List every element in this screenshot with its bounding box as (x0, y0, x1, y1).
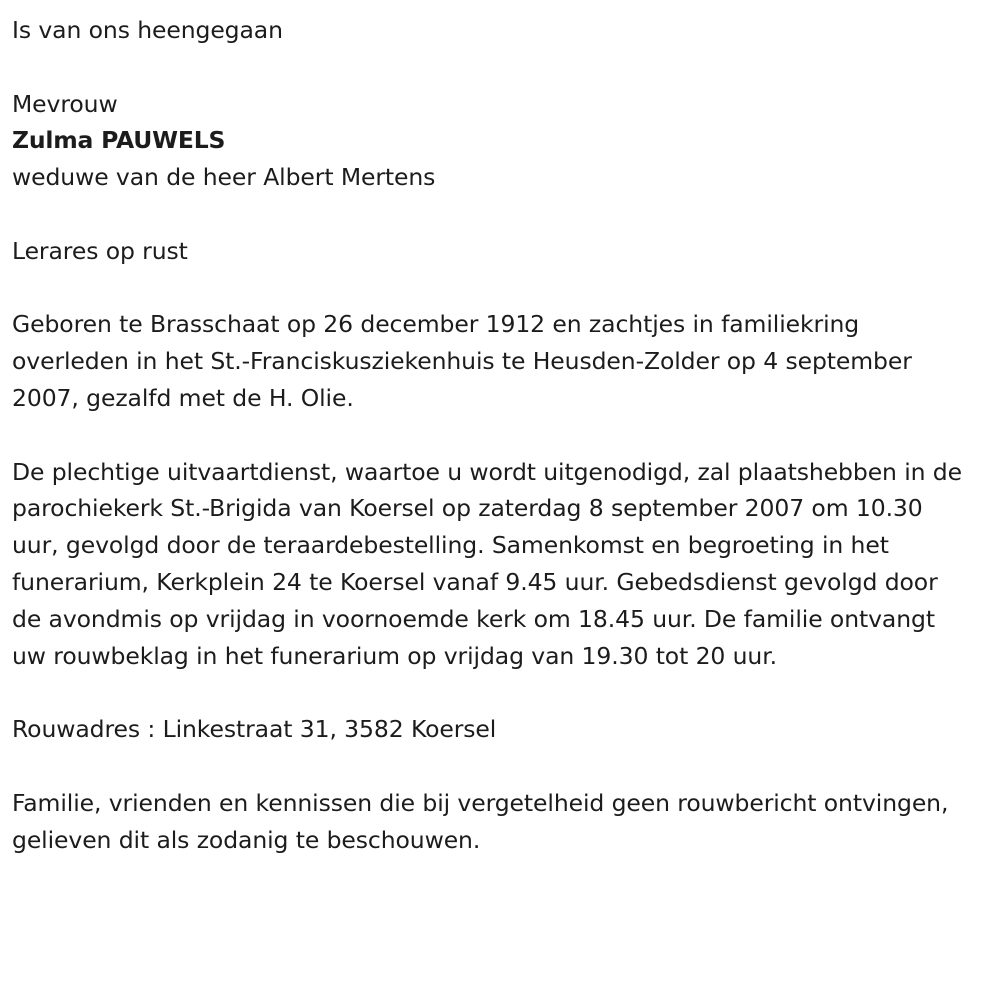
mourning-address-line: Rouwadres : Linkestraat 31, 3582 Koersel (12, 715, 497, 744)
opening-line-block (12, 12, 970, 49)
closing-paragraph: Familie, vrienden en kennissen die bij vergetelheid geen rouwbericht ontvingen, gelieven dit als zodanig te beschouwen. (12, 788, 949, 854)
opening-line: Is van ons heengegaan (12, 16, 283, 44)
occupation-block (12, 233, 970, 270)
birth-death-paragraph: Geboren te Brasschaat op 26 december 1912 en zachtjes in familiekring overleden in het St.-Franciskusziekenhuis te Heusden-Zolder op 4 september 2007, gezalfd met de H. Olie. (12, 310, 912, 412)
deceased-identity-block (12, 86, 970, 196)
spouse-line: weduwe van de heer Albert Mertens (12, 163, 436, 192)
occupation-line: Lerares op rust (12, 236, 188, 265)
deceased-name: Zulma PAUWELS (12, 126, 226, 155)
salutation-line: Mevrouw (12, 89, 118, 118)
funeral-service-paragraph: De plechtige uitvaartdienst, waartoe u wordt uitgenodigd, zal plaatshebben in de parochiekerk St.-Brigida van Koersel op zaterdag 8 september 2007 om 10.30 uur, gevolgd door de teraardebestelling. Samenkomst en begroeting in het funerarium, Kerkplein 24 te Koersel vanaf 9.45 uur. Gebedsdienst gevolgd door de avondmis op vrijdag in voornoemde kerk om 18.45 uur. De familie ontvangt uw rouwbeklag in het funerarium op vrijdag van 19.30 tot 20 uur. (12, 457, 962, 670)
